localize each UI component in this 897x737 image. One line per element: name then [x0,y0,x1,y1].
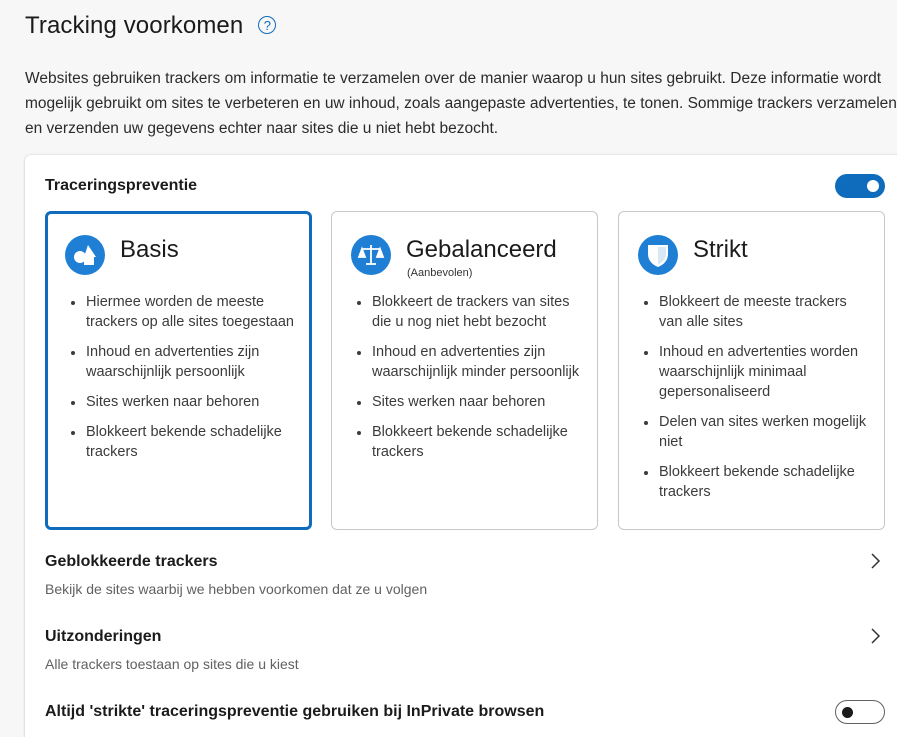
chevron-right-icon[interactable] [868,627,882,645]
card-bullet: • Blokkeert de meeste trackers van alle sites [658,292,868,332]
blocked-trackers-description: Bekijk de sites waarbij we hebben voorkomen dat ze u volgen [45,581,428,597]
card-bullet: • Blokkeert bekende schadelijke trackers [85,422,295,462]
card-title: Gebalanceerd [406,236,557,263]
card-bullet: • Blokkeert bekende schadelijke trackers [371,422,581,462]
card-basic[interactable] [45,211,312,530]
card-subtitle: (Aanbevolen) [407,267,473,279]
tracking-prevention-label: Traceringspreventie [45,177,198,194]
card-bullets [639,292,868,512]
exceptions-description: Alle trackers toestaan op sites die u kiest [45,656,299,672]
card-bullet: • Blokkeert de trackers van sites die u nog niet hebt bezocht [371,292,581,332]
card-title: Strikt [693,236,748,263]
inprivate-strict-toggle[interactable] [835,700,885,724]
title-row [25,12,276,40]
card-bullet: • Sites werken naar behoren [85,392,295,412]
shapes-icon [65,235,105,275]
chevron-right-icon[interactable] [868,552,882,570]
card-bullet: • Hiermee worden de meeste trackers op alle sites toegestaan [85,292,295,332]
card-bullet: • Inhoud en advertenties zijn waarschijnlijk minder persoonlijk [371,342,581,382]
blocked-trackers-title[interactable]: Geblokkeerde trackers [45,553,218,570]
tracking-prevention-toggle[interactable] [835,174,885,198]
shield-icon [638,235,678,275]
card-strict[interactable] [618,211,885,530]
card-bullet: • Delen van sites werken mogelijk niet [658,412,868,452]
card-bullet: • Sites werken naar behoren [371,392,581,412]
toggle-knob [842,707,853,718]
card-bullets [352,292,581,472]
toggle-knob [867,180,879,192]
question-circle-icon[interactable]: ? [258,16,276,34]
inprivate-strict-label: Altijd 'strikte' traceringspreventie gebruiken bij InPrivate browsen [45,703,545,720]
card-title: Basis [120,236,179,263]
exceptions-title[interactable]: Uitzonderingen [45,628,162,645]
card-bullet: • Inhoud en advertenties zijn waarschijnlijk persoonlijk [85,342,295,382]
card-bullets [66,292,295,472]
card-bullet: • Inhoud en advertenties worden waarschijnlijk minimaal gepersonaliseerd [658,342,868,402]
card-balanced[interactable] [331,211,598,530]
scales-icon [351,235,391,275]
card-bullet: • Blokkeert bekende schadelijke trackers [658,462,868,502]
page-title: Tracking voorkomen [25,12,244,39]
intro-text: Websites gebruiken trackers om informatie te verzamelen over de manier waarop u hun sites gebruikt. Deze informatie wordt mogelijk gebruikt om sites te verbeteren en uw inhoud, zoals aangepaste advertenties, te tonen. Sommige trackers verzamelen en verzenden uw gegevens echter naar sites die u niet hebt bezocht. [25,70,897,137]
